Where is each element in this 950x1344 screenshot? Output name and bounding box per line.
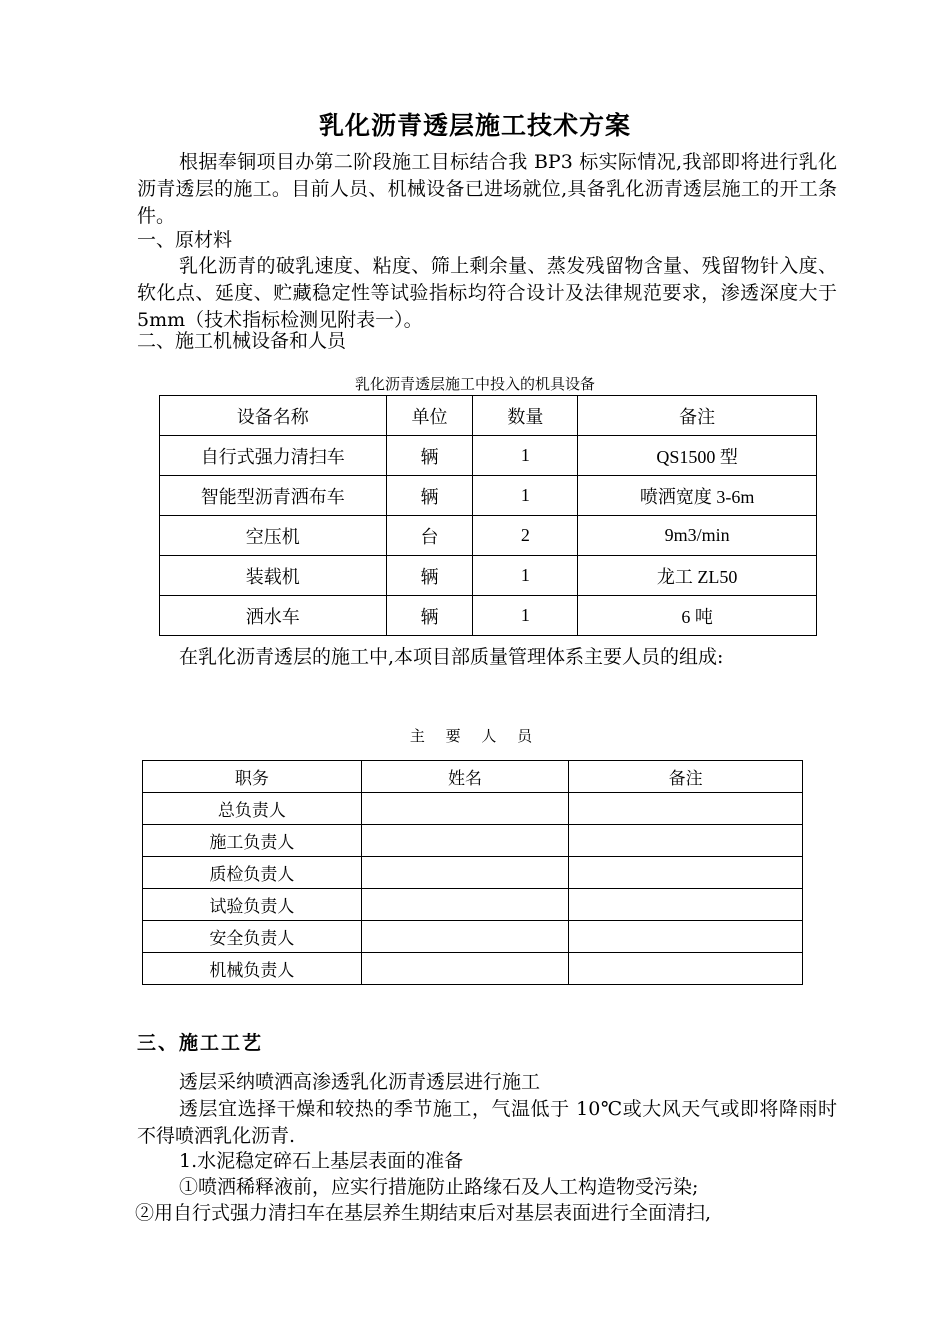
table-row xyxy=(160,476,817,516)
table-cell xyxy=(361,921,569,953)
table-cell: 空压机 xyxy=(160,516,387,556)
table-cell: 总负责人 xyxy=(143,793,362,825)
table-row xyxy=(160,596,817,636)
equipment-table xyxy=(159,395,817,636)
table-cell: 质检负责人 xyxy=(143,857,362,889)
table-cell xyxy=(569,889,803,921)
table-cell: 施工负责人 xyxy=(143,825,362,857)
personnel-table-caption: 主 要 人 员 xyxy=(409,727,541,745)
section3-heading: 三、施工工艺 xyxy=(137,1032,264,1054)
section3-paragraph-5: ②用自行式强力清扫车在基层养生期结束后对基层表面进行全面清扫, xyxy=(135,1202,712,1224)
table-cell xyxy=(361,953,569,985)
header-cell: 单位 xyxy=(386,396,473,436)
section3-paragraph-1: 透层采纳喷洒高渗透乳化沥青透层进行施工 xyxy=(179,1071,541,1093)
personnel-table xyxy=(142,760,803,985)
table-cell: 9m3/min xyxy=(578,516,817,556)
header-cell: 设备名称 xyxy=(160,396,387,436)
table-row xyxy=(143,953,803,985)
table-cell: 自行式强力清扫车 xyxy=(160,436,387,476)
table-cell: 龙工 ZL50 xyxy=(578,556,817,596)
table-cell: 1 xyxy=(473,596,578,636)
table-cell: 辆 xyxy=(386,556,473,596)
table-row xyxy=(160,556,817,596)
table-cell xyxy=(361,889,569,921)
table-row xyxy=(160,436,817,476)
table-row xyxy=(143,921,803,953)
table-cell: 辆 xyxy=(386,436,473,476)
table-cell: 装载机 xyxy=(160,556,387,596)
table-row xyxy=(143,857,803,889)
intro-paragraph: 根据奉铜项目办第二阶段施工目标结合我 BP3 标实际情况,我部即将进行乳化沥青透层的施工。目前人员、机械设备已进场就位,具备乳化沥青透层施工的开工条件。 xyxy=(137,151,837,227)
section2-heading: 二、施工机械设备和人员 xyxy=(137,330,347,352)
table-cell: 洒水车 xyxy=(160,596,387,636)
table-cell: 试验负责人 xyxy=(143,889,362,921)
table-cell: 辆 xyxy=(386,476,473,516)
table-cell: 辆 xyxy=(386,596,473,636)
table-row xyxy=(143,793,803,825)
table-cell xyxy=(569,921,803,953)
section3-paragraph-4: ①喷洒稀释液前，应实行措施防止路缘石及人工构造物受污染; xyxy=(179,1176,699,1198)
table-cell: 1 xyxy=(473,556,578,596)
table-cell xyxy=(361,825,569,857)
table-cell xyxy=(361,793,569,825)
table-cell: QS1500 型 xyxy=(578,436,817,476)
equipment-table-caption: 乳化沥青透层施工中投入的机具设备 xyxy=(354,375,595,393)
personnel-intro: 在乳化沥青透层的施工中,本项目部质量管理体系主要人员的组成: xyxy=(179,646,724,668)
table-row xyxy=(160,516,817,556)
table-cell: 1 xyxy=(473,436,578,476)
header-cell: 职务 xyxy=(143,761,362,793)
table-row xyxy=(143,889,803,921)
header-cell: 备注 xyxy=(569,761,803,793)
header-cell: 姓名 xyxy=(361,761,569,793)
section3-paragraph-3: 1.水泥稳定碎石上基层表面的准备 xyxy=(179,1150,464,1172)
table-cell: 安全负责人 xyxy=(143,921,362,953)
table-header-row xyxy=(143,761,803,793)
table-cell xyxy=(569,793,803,825)
table-cell xyxy=(569,825,803,857)
table-cell: 喷洒宽度 3-6m xyxy=(578,476,817,516)
document-title: 乳化沥青透层施工技术方案 xyxy=(318,111,631,140)
table-row xyxy=(143,825,803,857)
header-cell: 备注 xyxy=(578,396,817,436)
section3-paragraph-2: 透层宜选择干燥和较热的季节施工，气温低于 10℃或大风天气或即将降雨时不得喷洒乳化沥青. xyxy=(137,1098,837,1147)
header-cell: 数量 xyxy=(473,396,578,436)
table-cell xyxy=(569,857,803,889)
table-cell xyxy=(569,953,803,985)
section1-heading: 一、原材料 xyxy=(137,229,233,251)
table-cell: 6 吨 xyxy=(578,596,817,636)
table-cell: 机械负责人 xyxy=(143,953,362,985)
section1-body: 乳化沥青的破乳速度、粘度、筛上剩余量、蒸发残留物含量、残留物针入度、软化点、延度、贮藏稳定性等试验指标均符合设计及法律规范要求，渗透深度大于 5mm（技术指标检测见附表一）。 xyxy=(137,255,837,331)
table-cell xyxy=(361,857,569,889)
table-cell: 智能型沥青洒布车 xyxy=(160,476,387,516)
table-cell: 2 xyxy=(473,516,578,556)
table-cell: 1 xyxy=(473,476,578,516)
table-cell: 台 xyxy=(386,516,473,556)
table-header-row xyxy=(160,396,817,436)
